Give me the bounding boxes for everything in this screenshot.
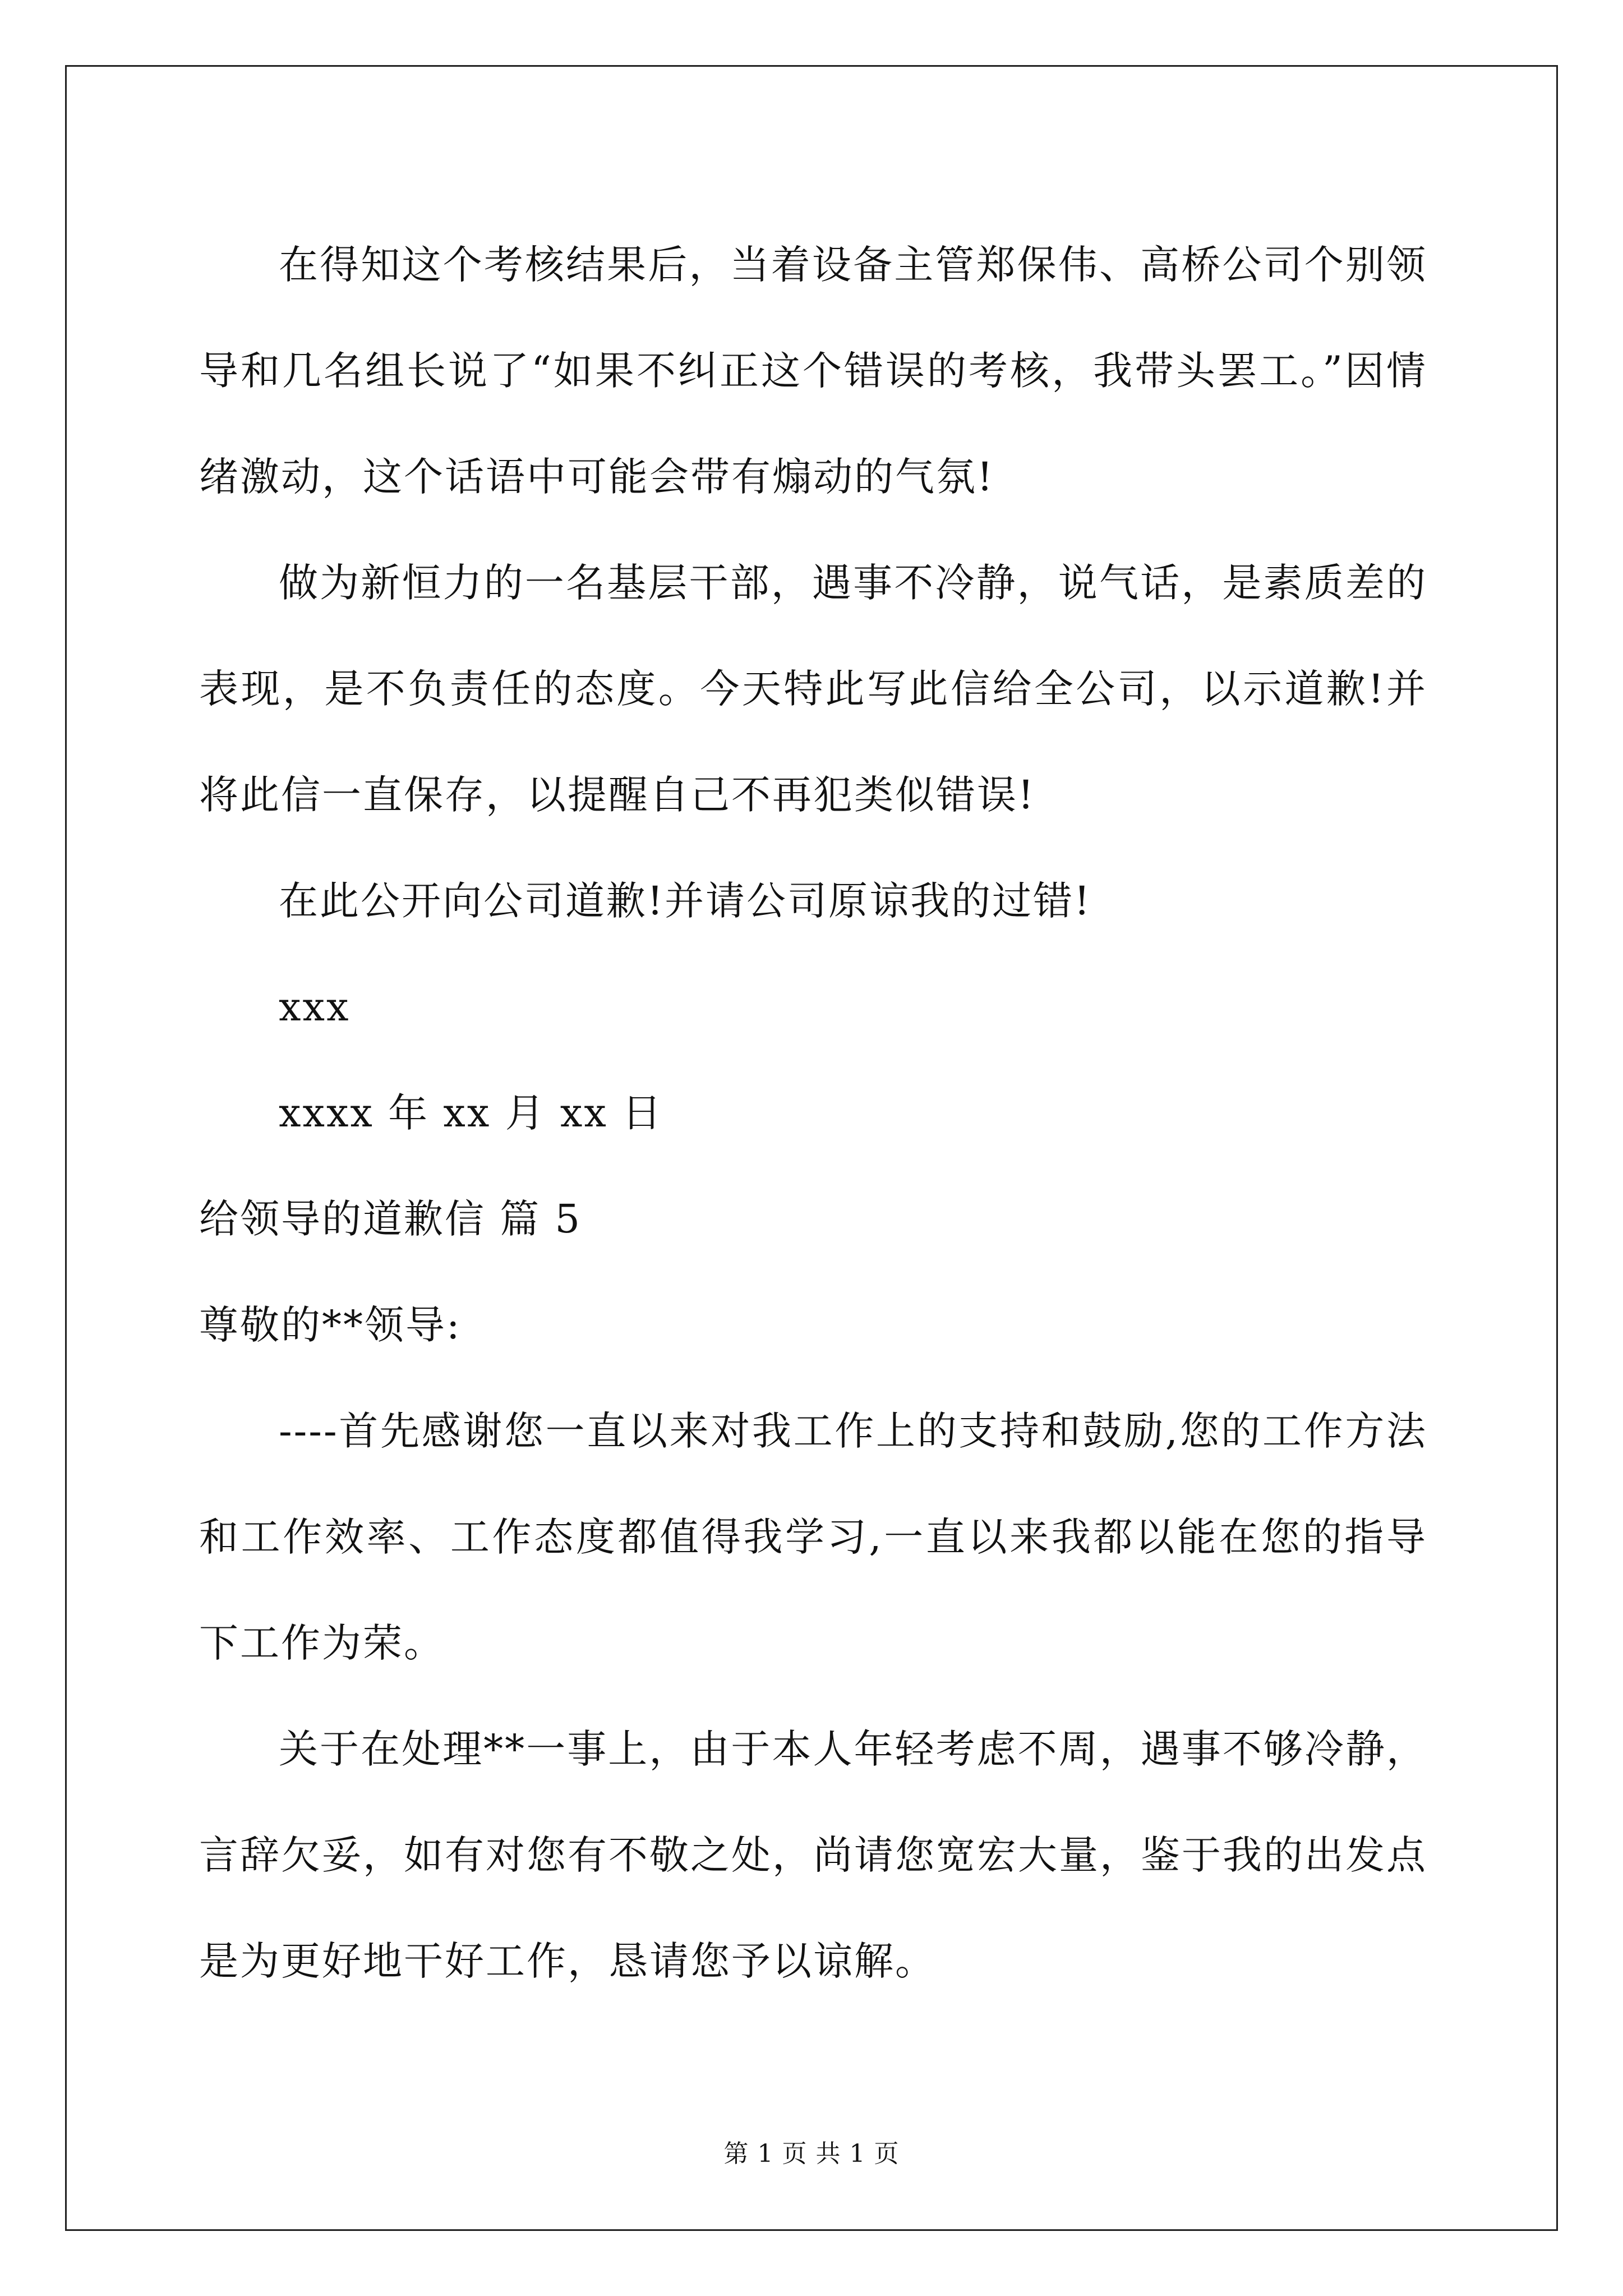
signature-name: xxx bbox=[279, 984, 351, 1030]
paragraph-1: 在得知这个考核结果后，当着设备主管郑保伟、高桥公司个别领导和几名组长说了“如果不纠正这个错误的考核，我带头罢工。”因情绪激动，这个话语中可能会带有煽动的气氛! bbox=[199, 242, 1427, 500]
paragraph-4: ----首先感谢您一直以来对我工作上的支持和鼓励,您的工作方法和工作效率、工作态度都值得我学习,一直以来我都以能在您的指导下工作为荣。 bbox=[199, 1408, 1427, 1666]
paragraph-3: 在此公开向公司道歉!并请公司原谅我的过错! bbox=[279, 878, 1092, 924]
paragraph-5: 关于在处理**一事上，由于本人年轻考虑不周，遇事不够冷静，言辞欠妥，如有对您有不敬之处，尚请您宽宏大量，鉴于我的出发点是为更好地干好工作，恳请您予以谅解。 bbox=[199, 1726, 1427, 1984]
paragraph-2: 做为新恒力的一名基层干部，遇事不冷静，说气话，是素质差的表现，是不负责任的态度。今天特此写此信给全公司，以示道歉!并将此信一直保存，以提醒自己不再犯类似错误! bbox=[199, 560, 1427, 818]
page-footer: 第 1 页 共 1 页 bbox=[723, 2139, 900, 2168]
section-heading: 给领导的道歉信 篇 5 bbox=[199, 1196, 582, 1242]
signature-date: xxxx 年 xx 月 xx 日 bbox=[279, 1090, 663, 1136]
salutation: 尊敬的**领导: bbox=[199, 1302, 462, 1348]
document-body bbox=[199, 212, 1427, 2014]
